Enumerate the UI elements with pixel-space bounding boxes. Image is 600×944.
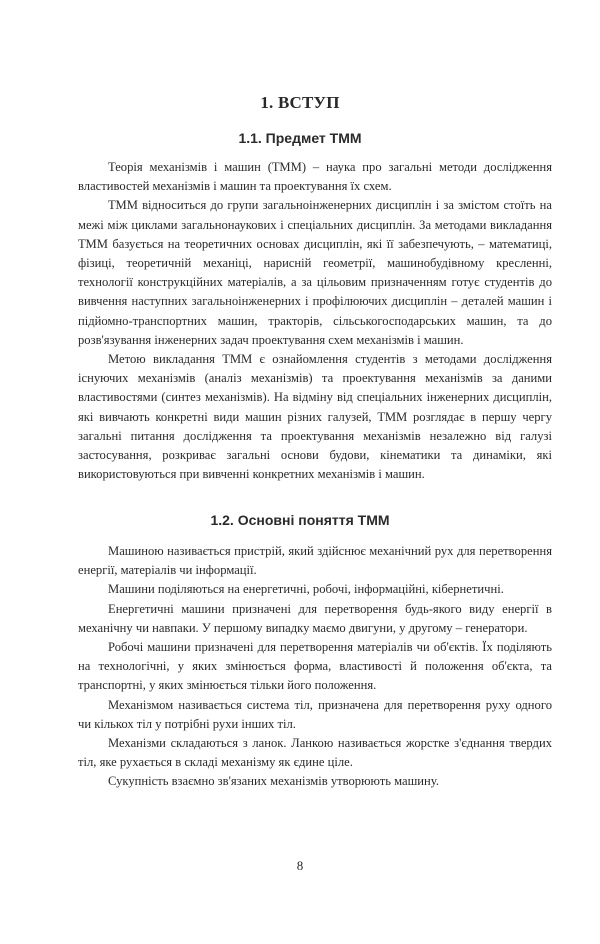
- paragraph: Робочі машини призначені для перетворення матеріалів чи об'єктів. Їх поділяють на технологічні, у яких змінюється форма, властивості й положення об'єкта, та транспортні, у яких змінюється тільки його положення.: [78, 640, 552, 693]
- section-body-subject: [78, 158, 552, 484]
- paragraph: Сукупність взаємно зв'язаних механізмів утворюють машину.: [108, 774, 439, 789]
- paragraph: Механізми складаються з ланок. Ланкою називається жорстке з'єднання твердих тіл, яке рухається в складі механізму як єдине ціле.: [78, 736, 552, 770]
- paragraph: Метою викладання ТММ є ознайомлення студентів з методами дослідження існуючих механізмів (аналіз механізмів) та проектування механізмів за даними властивостями (синтез механізмів). На відміну від спеціальних інженерних дисциплін, які вивчають конкретні види машин різних галузей, ТММ розглядає в першу чергу загальні питання дослідження та проектування механізмів незалежно від галузі застосування, розкриває загальні основи будови, кінематики та динаміки, які використовуються при вивченні конкретних механізмів і машин.: [78, 352, 552, 482]
- chapter-title: 1. ВСТУП: [260, 93, 340, 112]
- page-number: 8: [296, 858, 304, 873]
- section-title-basic-concepts: 1.2. Основні поняття ТММ: [210, 512, 390, 528]
- section-body-basic-concepts: [78, 542, 552, 792]
- section-title-subject: 1.1. Предмет ТММ: [238, 130, 362, 146]
- paragraph: Машини поділяються на енергетичні, робочі, інформаційні, кібернетичні.: [108, 582, 504, 597]
- paragraph: Механізмом називається система тіл, призначена для перетворення руху одного чи кількох тіл у потрібні рухи інших тіл.: [78, 697, 552, 731]
- paragraph: Теорія механізмів і машин (ТММ) – наука про загальні методи дослідження властивостей механізмів і машин та проектування їх схем.: [78, 160, 552, 194]
- paragraph: Машиною називається пристрій, який здійснює механічний рух для перетворення енергії, матеріалів чи інформації.: [78, 544, 552, 578]
- paragraph: Енергетичні машини призначені для перетворення будь-якого виду енергії в механічну чи навпаки. У першому випадку маємо двигуни, у другому – генератори.: [78, 601, 552, 635]
- paragraph: ТММ відноситься до групи загальноінженерних дисциплін і за змістом стоїть на межі між циклами загальнонаукових і спеціальних дисциплін. За методами викладання ТММ базується на теоретичних основах дисциплін, які її забезпечують, – математиці, фізиці, теоретичній механіці, нарисній геометрії, машинобудівному кресленні, технології конструкційних матеріалів, а за цільовим призначенням готує студентів до вивчення наступних загальноінженерних і профілюючих дисциплін – деталей машин і підйомно-транспортних машин, тракторів, сільськогосподарських машин, та до розв'язування інженерних задач проектування схем механізмів і машин.: [78, 198, 552, 347]
